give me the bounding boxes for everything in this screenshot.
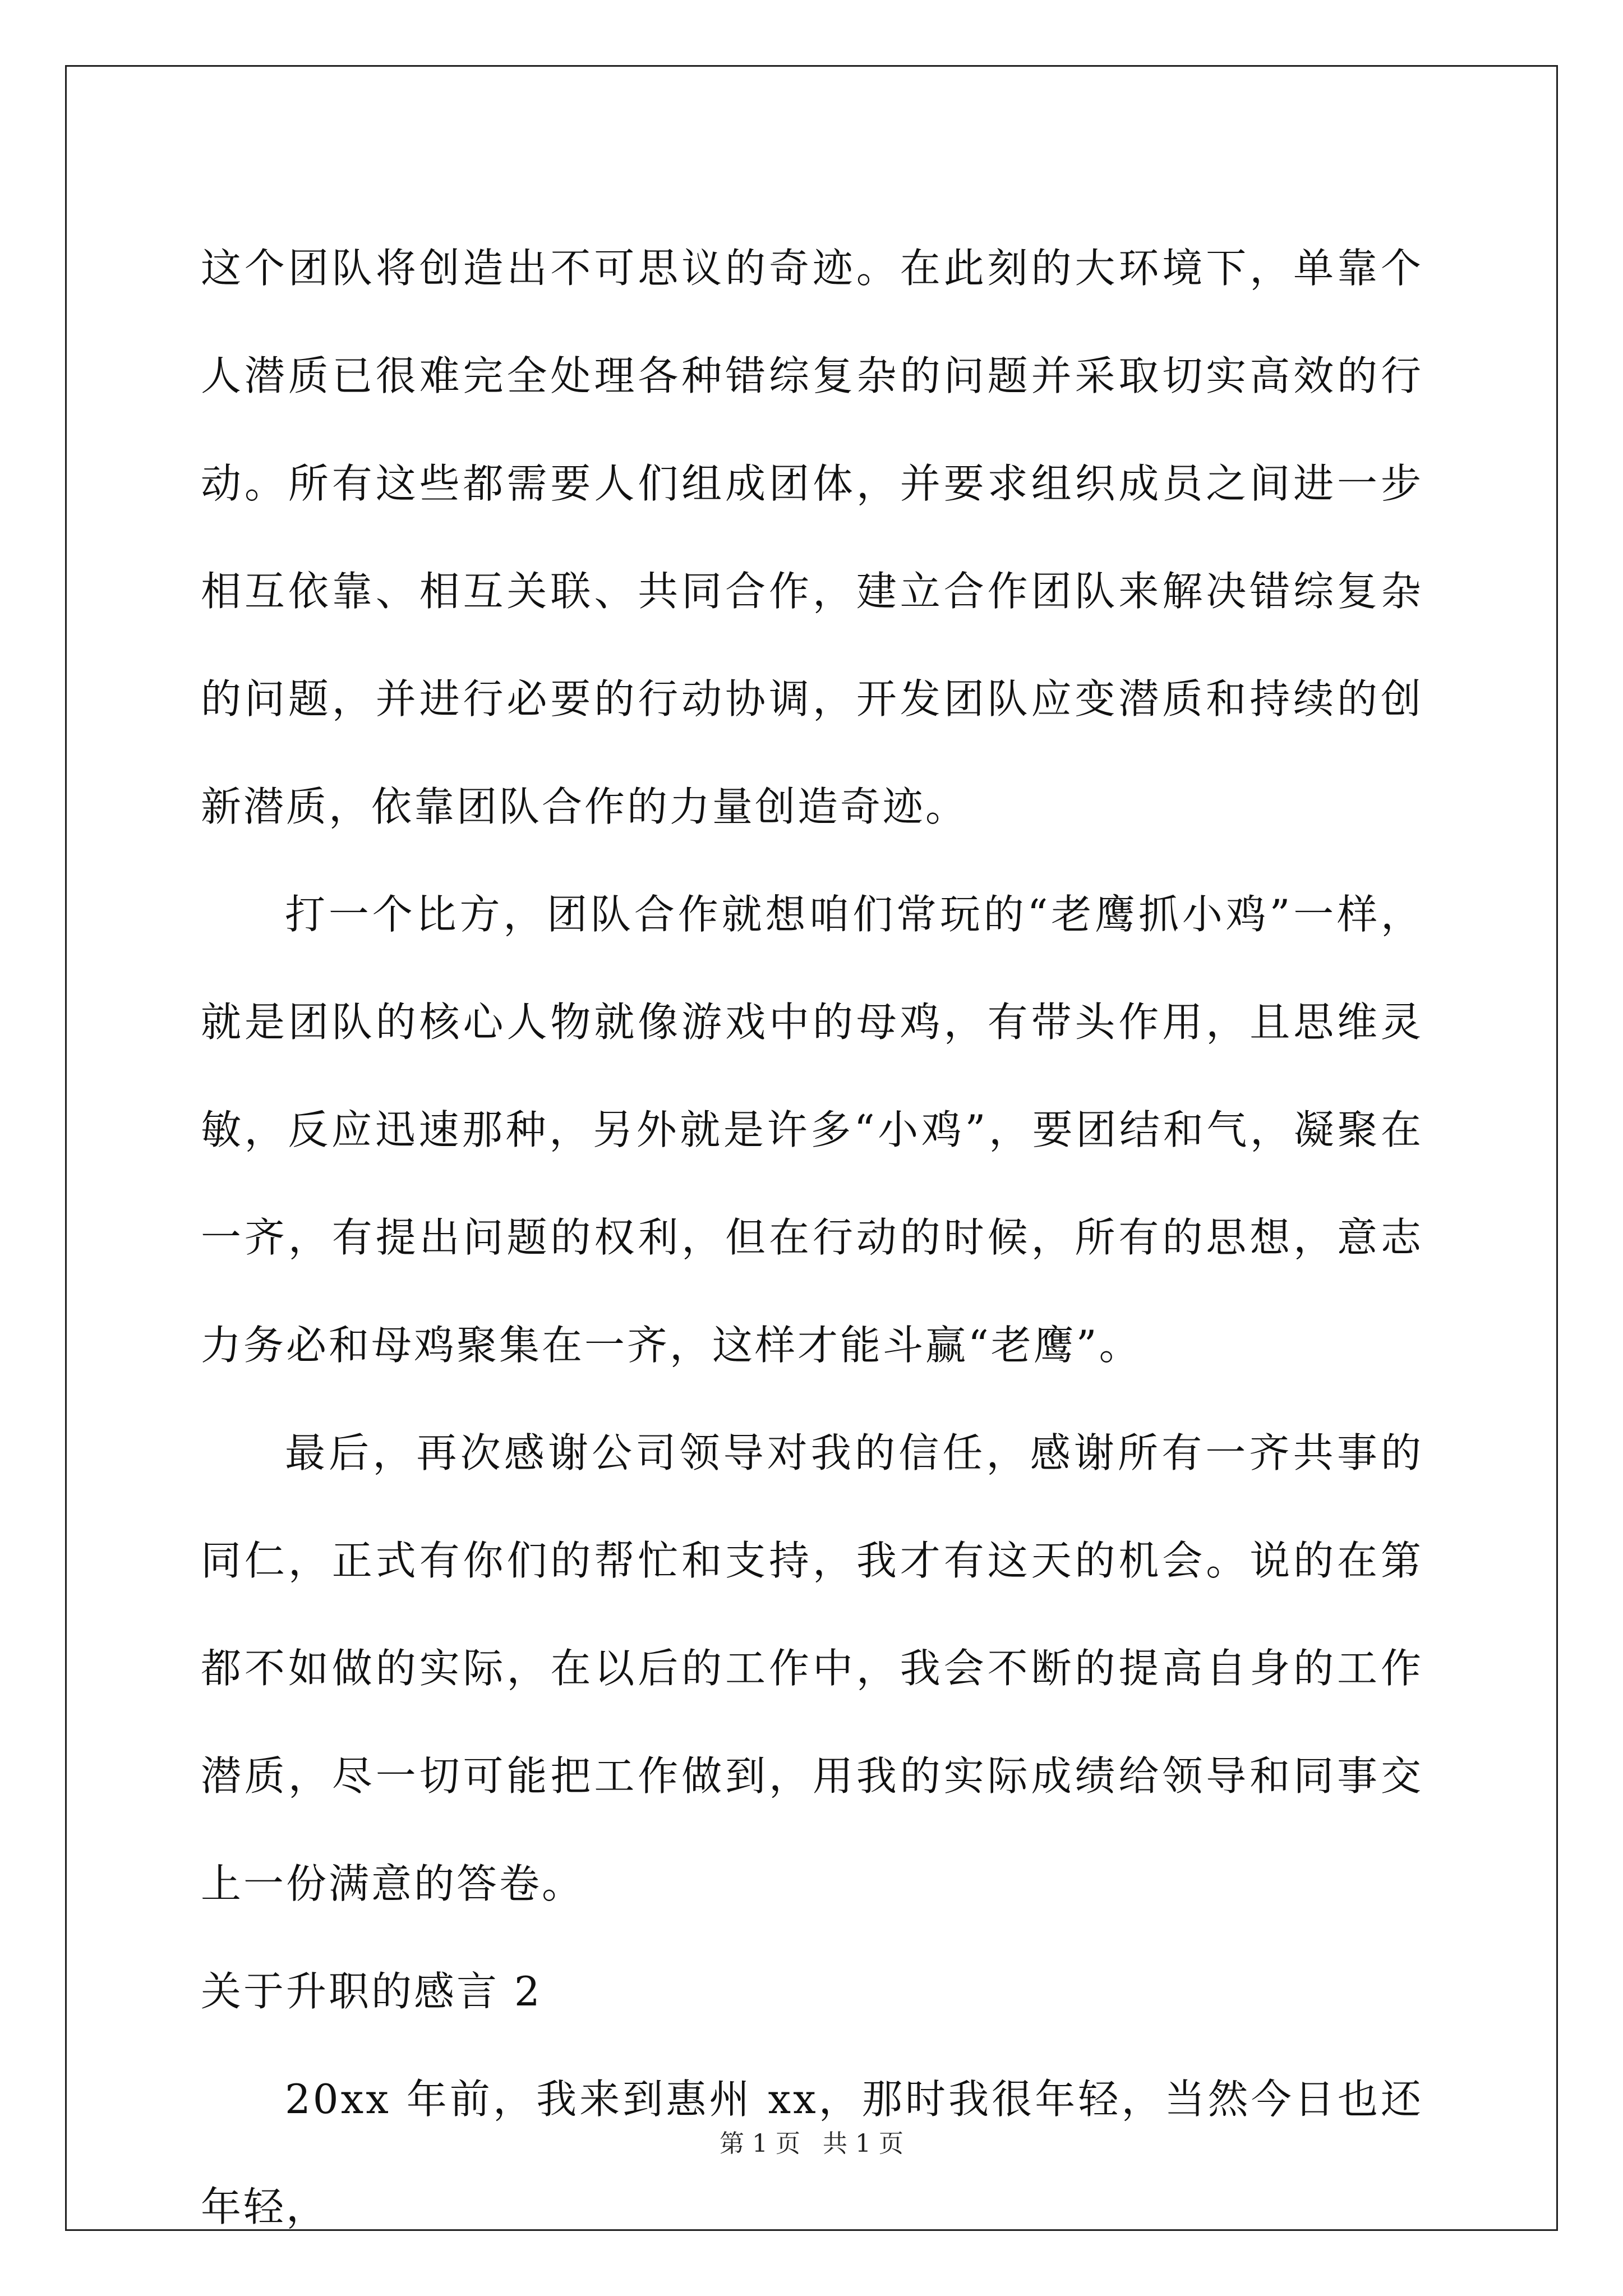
page-footer [0, 2127, 1623, 2161]
section-heading: 关于升职的感言 2 [201, 1968, 542, 2015]
page-number: 第 1 页 [720, 2129, 800, 2158]
page-total: 共 1 页 [823, 2129, 903, 2158]
paragraph-closing: 20xx 年前，我来到惠州 xx，那时我很年轻，当然今日也还年轻， [201, 2076, 1423, 2230]
paragraph-team-miracle: 这个团队将创造出不可思议的奇迹。在此刻的大环境下，单靠个人潜质已很难完全处理各种错综复杂的问题并采取切实高效的行动。所有这些都需要人们组成团体，并要求组织成员之间进一步相互依靠、相互关联、共同合作，建立合作团队来解决错综复杂的问题，并进行必要的行动协调，开发团队应变潜质和持续的创新潜质，依靠团队合作的力量创造奇迹。 [201, 245, 1423, 830]
document-body [201, 214, 1423, 2261]
paragraph-eagle-analogy: 打一个比方，团队合作就想咱们常玩的“老鹰抓小鸡”一样，就是团队的核心人物就像游戏中的母鸡，有带头作用，且思维灵敏，反应迅速那种，另外就是许多“小鸡”，要团结和气，凝聚在一齐，有提出问题的权利，但在行动的时候，所有的思想，意志力务必和母鸡聚集在一齐，这样才能斗赢“老鹰”。 [201, 891, 1423, 1369]
paragraph-thanks: 最后，再次感谢公司领导对我的信任，感谢所有一齐共事的同仁，正式有你们的帮忙和支持，我才有这天的机会。说的在第都不如做的实际，在以后的工作中，我会不断的提高自身的工作潜质，尽一切可能把工作做到，用我的实际成绩给领导和同事交上一份满意的答卷。 [201, 1429, 1423, 1907]
